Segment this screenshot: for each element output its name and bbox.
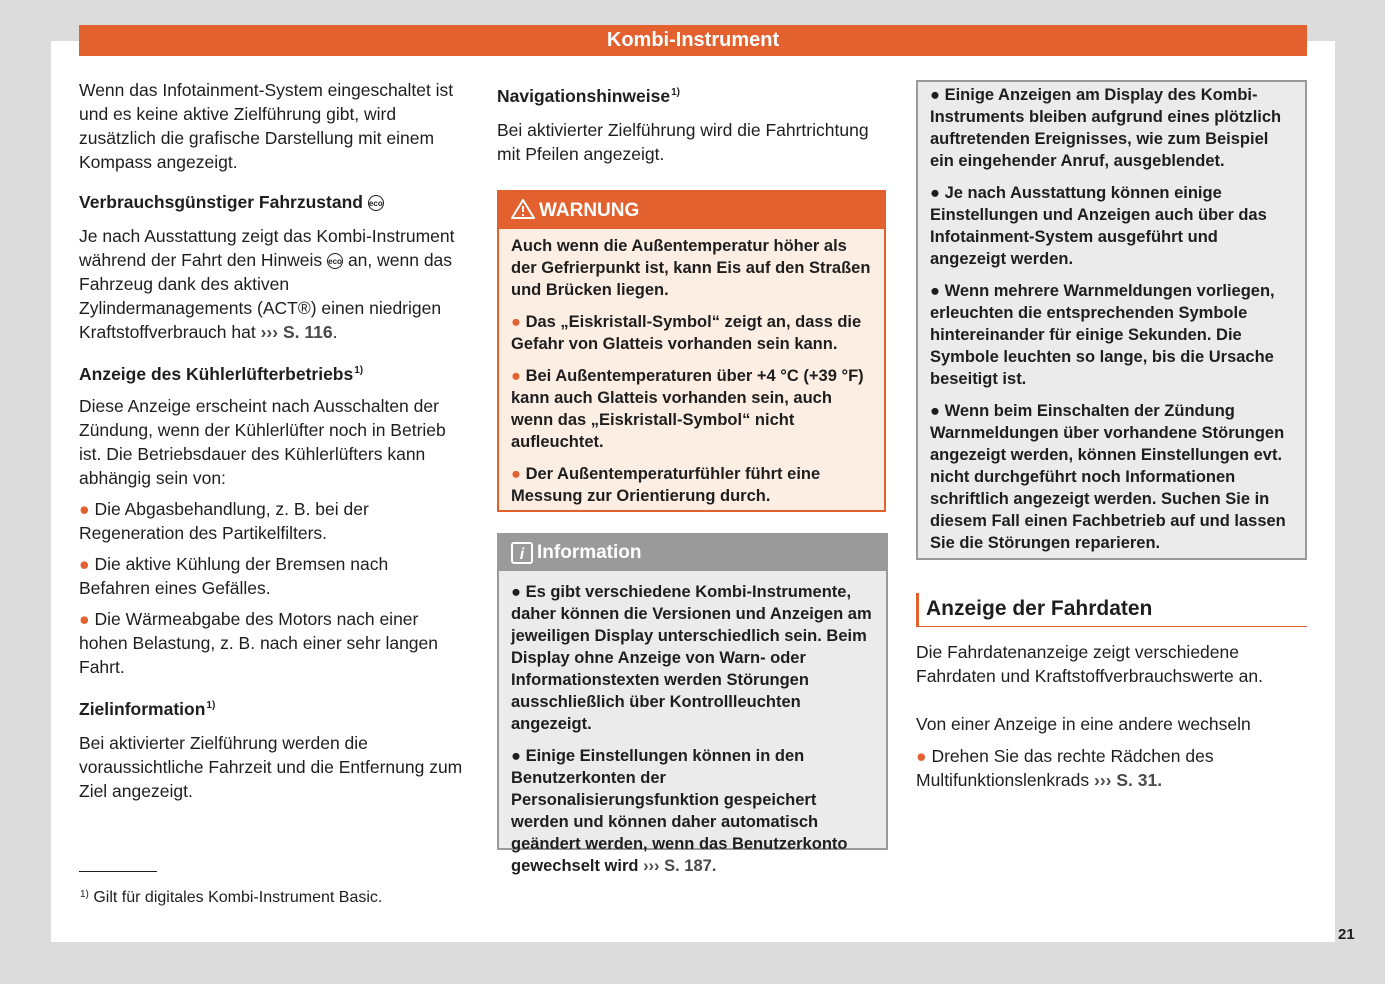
footnote-divider [79,871,157,872]
page-number: 21 [1338,926,1355,943]
heading-navigation: Navigationshinweise$^{1)}$ [497,86,681,106]
list-item: ● Die aktive Kühlung der Bremsen nach Befahren eines Gefälles. [79,554,389,598]
footnote: $^{1)}$ Gilt für digitales Kombi-Instrument Basic. [80,889,383,906]
column-2 [497,84,889,166]
heading-fuel-efficient: Verbrauchsgünstiger Fahrzustand eco [79,192,383,212]
warning-item: ● Das „Eiskristall-Symbol“ zeigt an, dass die Gefahr von Glatteis vorhanden sein kann. [511,313,862,353]
warning-triangle-icon [511,199,535,219]
column-3-text [916,640,1307,792]
info-box [497,533,888,875]
info-item: ● Es gibt verschiedene Kombi-Instrumente, daher können die Versionen und Anzeigen am jeweiligen Display unterschiedlich sein. Beim Display ohne Anzeige von Warn- oder Informationstexten werden Störungen ausschließlich über Kontrollleuchten angezeigt. [511,583,872,733]
note-item: ● Wenn beim Einschalten der Zündung Warnmeldungen über vorhandene Störungen angezeigt werden, können Einstellungen evt. nicht durchgeführt noch Informationen schriftlich angezeigt werden. Suchen Sie in diesem Fall einen Fachbetrieb auf und lassen Sie die Störungen reparieren. [930,402,1286,552]
heading-radiator-fan: Anzeige des Kühlerlüfterbetriebs$^{1)}$ [79,364,364,384]
page-link-31[interactable]: ››› S. 31. [1094,770,1163,790]
note-box [916,80,1307,560]
warning-item: ● Bei Außentemperaturen über +4 °C (+39 °F) kann auch Glatteis vorhanden sein, auch wenn das „Eiskristall-Symbol“ nicht aufleuchtet. [511,367,864,451]
info-item: ● Einige Einstellungen können in den Benutzerkonten der Personalisierungsfunktion gespeichert werden und können daher automatisch geändert werden, wenn das Benutzerkonto gewechselt wird ››› S. 187. [511,747,848,875]
note-item: ● Wenn mehrere Warnmeldungen vorliegen, erleuchten die entsprechenden Symbole hintereinander für einige Sekunden. Die Symbole leuchten so lange, bis die Ursache beseitigt ist. [930,282,1275,388]
column-1 [79,78,463,803]
section-title-drive-data: Anzeige der Fahrdaten [916,593,1307,627]
page-link-116[interactable]: ››› S. 116 [260,322,333,342]
eco-icon: eco [327,253,343,269]
warning-item: ● Der Außentemperaturfühler führt eine Messung zur Orientierung durch. [511,465,821,505]
eco-icon: eco [368,195,384,211]
paragraph-radiator-fan: Diese Anzeige erscheint nach Ausschalten der Zündung, wenn der Kühlerlüfter noch in Betrieb ist. Die Betriebsdauer des Kühlerlüfters kann abhängig sein von: [79,396,446,488]
paragraph-navigation: Bei aktivierter Zielführung wird die Fahrtrichtung mit Pfeilen angezeigt. [497,120,869,164]
warning-box [497,190,886,512]
paragraph-fuel-efficient: Je nach Ausstattung zeigt das Kombi-Instrument während der Fahrt den Hinweis eco an, wenn das Fahrzeug dank des aktiven Zylindermanagements (ACT®) einen niedrigen Kraftstoffverbrauch hat ››› S. 116. [79,226,455,342]
warning-title: WARNUNG [499,192,884,229]
warning-intro: Auch wenn die Außentemperatur höher als der Gefrierpunkt ist, kann Eis auf den Straßen und Brücken liegen. [511,237,871,299]
warning-body [499,229,884,507]
paragraph-destination-info: Bei aktivierter Zielführung werden die voraussichtliche Fahrzeit und die Entfernung zum Ziel angezeigt. [79,733,463,801]
step-item: ● Drehen Sie das rechte Rädchen des Multifunktionslenkrads ››› S. 31. [916,746,1214,790]
info-icon: i [511,542,533,564]
intro-paragraph: Wenn das Infotainment-System eingeschaltet ist und es keine aktive Zielführung gibt, wird zusätzlich die grafische Darstellung mit einem Kompass angezeigt. [79,80,454,172]
page-header: Kombi-Instrument [79,25,1307,56]
page-link-187[interactable]: ››› S. 187. [643,857,717,875]
list-item: ● Die Wärmeabgabe des Motors nach einer hohen Belastung, z. B. nach einer sehr langen Fahrt. [79,609,438,677]
paragraph-drive-data: Die Fahrdatenanzeige zeigt verschiedene Fahrdaten und Kraftstoffverbrauchswerte an. [916,642,1263,686]
info-title: i Information [499,535,886,571]
paragraph-switch-display: Von einer Anzeige in eine andere wechseln [916,714,1251,734]
heading-destination-info: Zielinformation$^{1)}$ [79,699,216,719]
note-item: ● Einige Anzeigen am Display des Kombi-Instruments bleiben aufgrund eines plötzlich auftretenden Ereignisses, wie zum Beispiel ein eingehender Anruf, ausgeblendet. [930,86,1282,170]
list-item: ● Die Abgasbehandlung, z. B. bei der Regeneration des Partikelfilters. [79,499,369,543]
info-body [499,571,886,877]
note-item: ● Je nach Ausstattung können einige Einstellungen und Anzeigen auch über das Infotainment-System ausgeführt und angezeigt werden. [930,184,1267,268]
